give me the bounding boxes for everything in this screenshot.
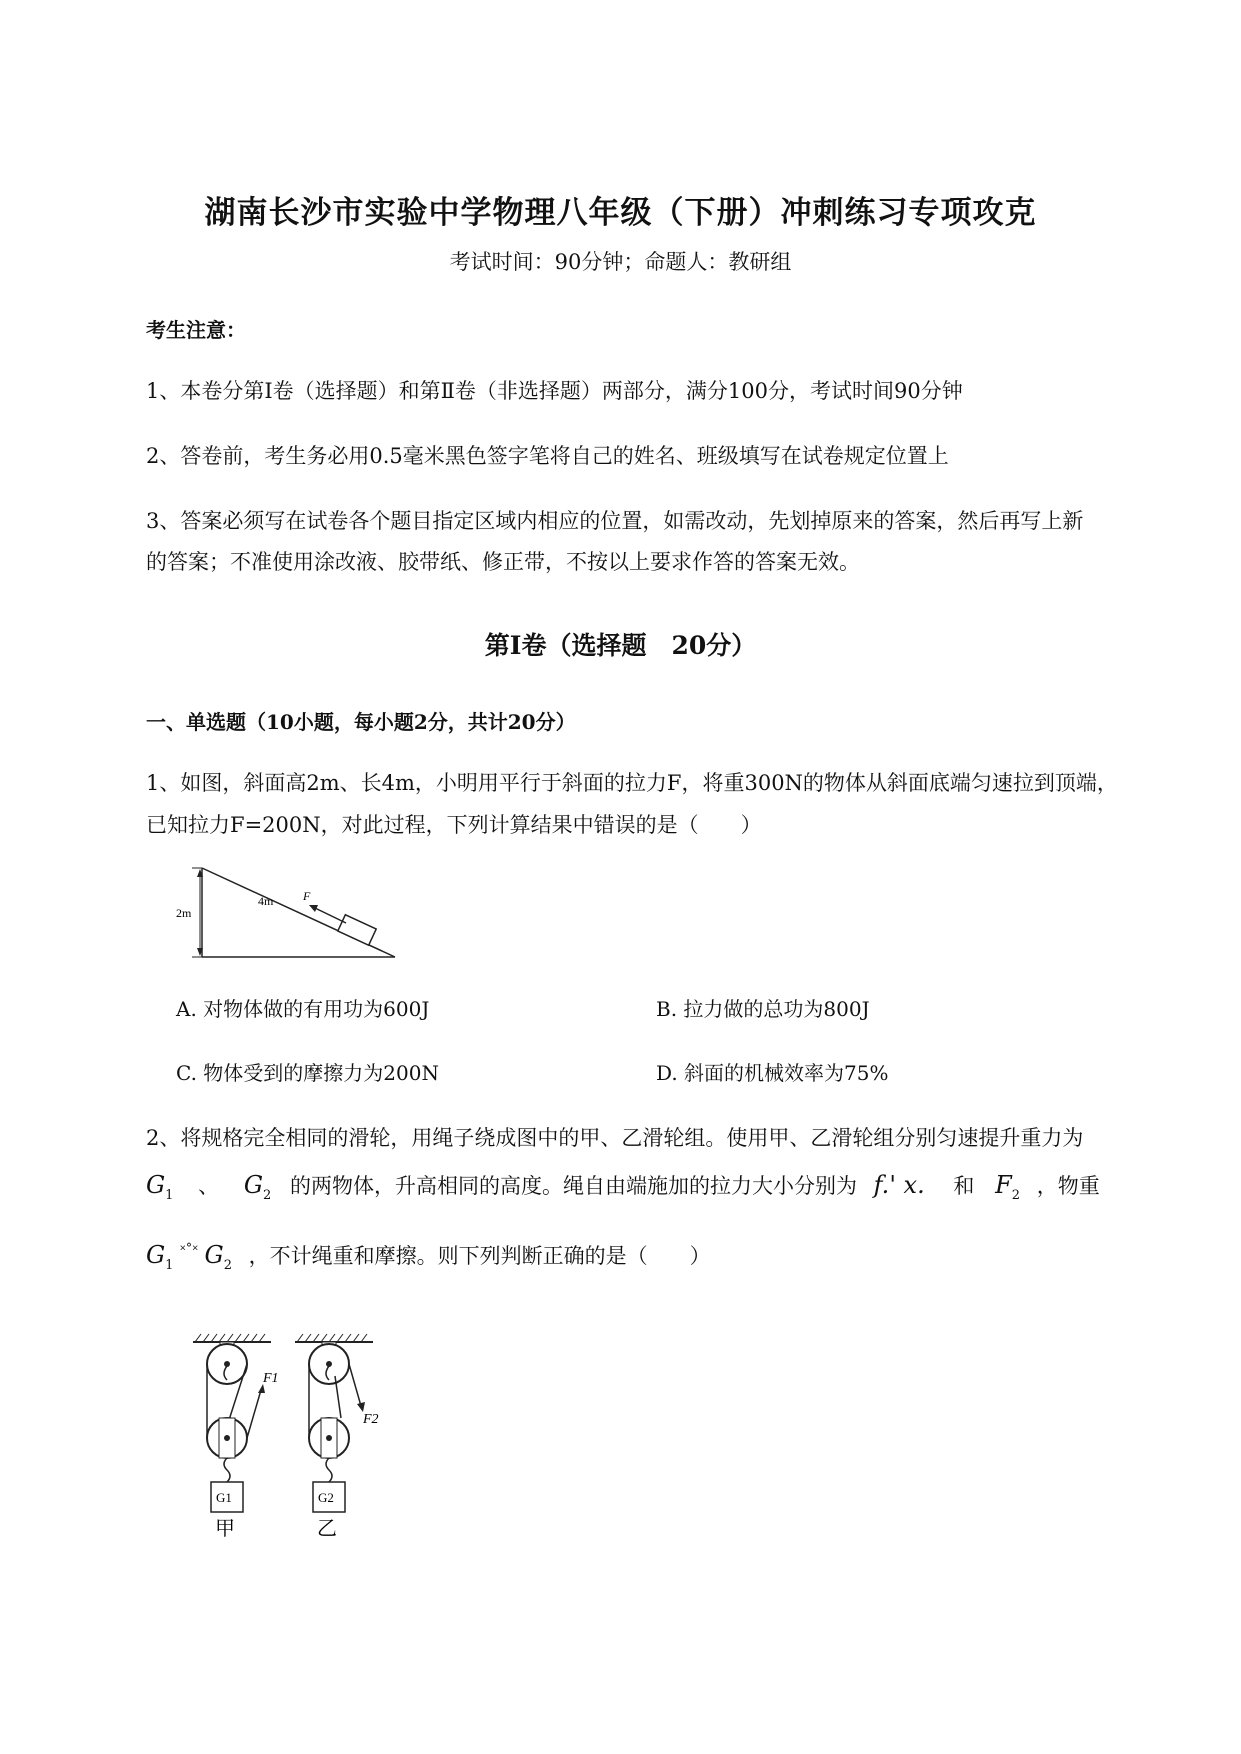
- incline-force-label: F: [303, 889, 311, 903]
- incline-length-label: 4m: [258, 894, 274, 908]
- pulley-right-force: F2: [363, 1412, 379, 1427]
- q1-option-c[interactable]: C. 物体受到的摩擦力为200N: [176, 1061, 439, 1085]
- math-g2: $G_2$: [243, 1171, 272, 1203]
- q1-option-a[interactable]: A. 对物体做的有用功为600J: [176, 997, 430, 1021]
- q1-text-line1: 1、如图，斜面高2m、长4m，小明用平行于斜面的拉力F，将重300N的物体从斜面底端匀速拉到顶端，: [146, 771, 1118, 795]
- notice-item-1: 1、本卷分第Ⅰ卷（选择题）和第Ⅱ卷（非选择题）两部分，满分100分，考试时间90分钟: [146, 379, 963, 403]
- pulley-figure: [185, 1330, 385, 1580]
- math-g1: $G_1$: [146, 1171, 174, 1203]
- notice-item-3-cont: 的答案；不准使用涂改液、胶带纸、修正带，不按以上要求作答的答案无效。: [146, 550, 860, 574]
- notice-heading: 考生注意：: [146, 318, 246, 342]
- incline-height-label: 2m: [176, 906, 192, 920]
- section-title: 第Ⅰ卷（选择题 20分）: [484, 631, 757, 660]
- pulley-right-weight: G2: [318, 1490, 334, 1505]
- q2-text-line2: $G_1$ 、 $G_2$ 的两物体，升高相同的高度。绳自由端施加的拉力大小分别为 f.' x. 和 $F_2$ ，物重: [146, 1171, 1100, 1203]
- math-f2: $F_2$: [995, 1171, 1021, 1203]
- pulley-left-force: F1: [263, 1371, 279, 1386]
- q1-text-line2: 已知拉力F=200N，对此过程，下列计算结果中错误的是（ ）: [146, 813, 762, 837]
- notice-item-2: 2、答卷前，考生务必用0.5毫米黑色签字笔将自己的姓名、班级填写在试卷规定位置上: [146, 444, 949, 468]
- part-title: 一、单选题（10小题，每小题2分，共计20分）: [146, 710, 576, 734]
- math-g2-b: $G_2$: [204, 1241, 232, 1273]
- page-title: 湖南长沙市实验中学物理八年级（下册）冲刺练习专项攻克: [204, 195, 1037, 231]
- math-garbled-f1: f.' x.: [873, 1171, 925, 1199]
- exam-info: 考试时间：90分钟；命题人：教研组: [449, 250, 792, 274]
- notice-item-3: 3、答案必须写在试卷各个题目指定区域内相应的位置，如需改动，先划掉原来的答案，然后再写上新: [146, 509, 1084, 533]
- pulley-left-weight: G1: [216, 1490, 232, 1505]
- pulley-right-caption: 乙: [317, 1518, 337, 1540]
- q2-text-line1: 2、将规格完全相同的滑轮，用绳子绕成图中的甲、乙滑轮组。使用甲、乙滑轮组分别匀速提升重力为: [146, 1126, 1084, 1150]
- q2-text-line3: $G_1$ ˟˚˟ $G_2$ ，不计绳重和摩擦。则下列判断正确的是（ ）: [146, 1241, 711, 1273]
- incline-figure: [170, 860, 410, 970]
- math-garbled-relation: ˟˚˟: [180, 1243, 198, 1259]
- pulley-left-caption: 甲: [215, 1518, 235, 1540]
- q1-option-b[interactable]: B. 拉力做的总功为800J: [656, 997, 870, 1021]
- q1-option-d[interactable]: D. 斜面的机械效率为75%: [656, 1061, 889, 1085]
- math-g1-b: $G_1$: [146, 1241, 174, 1273]
